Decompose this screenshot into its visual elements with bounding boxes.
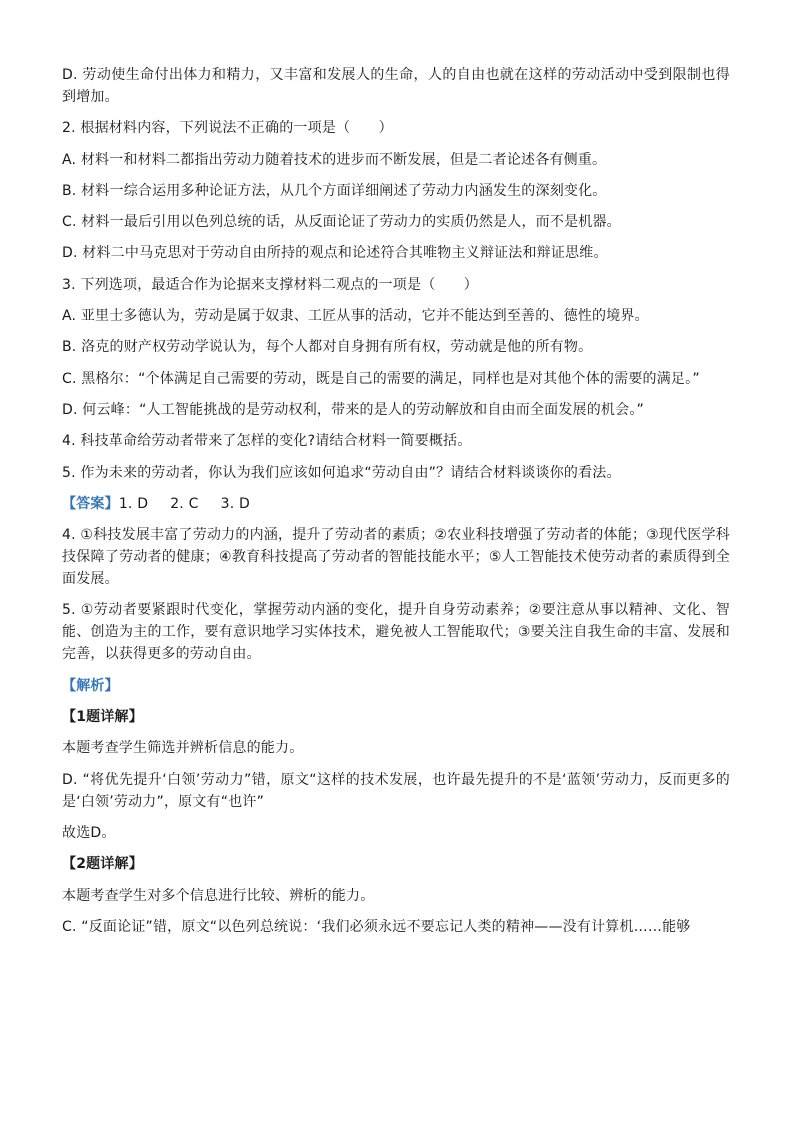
q1-detail-text: D. “将优先提升‘白领’劳动力”错，原文“这样的技术发展，也许最先提升的不是‘蓝领’劳动力，反而更多的是‘白领’劳动力”，原文有“也许” [62,771,730,810]
answer-line [62,493,730,515]
q5-stem: 5. 作为未来的劳动者，你认为我们应该如何追求“劳动自由”？请结合材料谈谈你的看法。 [62,464,621,481]
answer-label: 【答案】 [62,495,119,512]
q2-option-a: A. 材料一和材料二都指出劳动力随着技术的进步而不断发展，但是二者论述各有侧重。 [62,151,607,168]
q2-stem: 2. 根据材料内容，下列说法不正确的一项是（ ） [62,120,393,137]
q1-option-d: D. 劳动使生命付出体力和精力，又丰富和发展人的生命，人的自由也就在这样的劳动活动中受到限制也得到增加。 [62,67,730,105]
q1-detail-heading: 【1题详解】 [62,709,143,726]
q4-stem: 4. 科技革命给劳动者带来了怎样的变化?请结合材料一简要概括。 [62,433,472,450]
q3-option-d: D. 何云峰：“人工智能挑战的是劳动权利，带来的是人的劳动解放和自由而全面发展的机会。” [62,401,644,418]
q3-option-b: B. 洛克的财产权劳动学说认为，每个人都对自身拥有所有权，劳动就是他的所有物。 [62,339,593,356]
answer-item-3: 3. D [220,495,250,512]
q3-stem: 3. 下列选项，最适合作为论据来支撑材料二观点的一项是（ ） [62,276,479,293]
q2-detail-intro: 本题考查学生对多个信息进行比较、辨析的能力。 [62,887,375,904]
answer-5: 5. ①劳动者要紧跟时代变化，掌握劳动内涵的变化，提升自身劳动素养；②要注意从事以精神、文化、智能、创造为主的工作，要有意识地学习实体技术，避免被人工智能取代；③要关注自我生命的丰富、发展和完善，以获得更多的劳动自由。 [62,602,730,663]
q2-option-d: D. 材料二中马克思对于劳动自由所持的观点和论述符合其唯物主义辩证法和辩证思维。 [62,245,608,262]
answer-item-2: 2. C [170,495,199,512]
q3-option-c: C. 黑格尔：“个体满足自己需要的劳动，既是自己的需要的满足，同样也是对其他个体的需要的满足。” [62,370,700,387]
document-page [62,64,730,947]
q1-detail-conclusion: 故选D。 [62,824,116,841]
q2-detail-text: C. “反面论证”错，原文“以色列总统说：‘我们必须永远不要忘记人类的精神——没有计算机……能够 [62,918,691,935]
answer-item-1: 1. D [118,495,149,512]
q2-detail-heading: 【2题详解】 [62,856,143,873]
analysis-label: 【解析】 [62,677,119,694]
q2-option-c: C. 材料一最后引用以色列总统的话，从反面论证了劳动力的实质仍然是人，而不是机器。 [62,214,621,231]
answer-4: 4. ①科技发展丰富了劳动力的内涵，提升了劳动者的素质；②农业科技增强了劳动者的体能；③现代医学科技保障了劳动者的健康；④教育科技提高了劳动者的智能技能水平；⑤人工智能技术使劳动者的素质得到全面发展。 [62,527,730,588]
q3-option-a: A. 亚里士多德认为，劳动是属于奴隶、工匠从事的活动，它并不能达到至善的、德性的境界。 [62,308,649,325]
q1-detail-intro: 本题考查学生筛选并辨析信息的能力。 [62,740,304,757]
q2-option-b: B. 材料一综合运用多种论证方法，从几个方面详细阐述了劳动力内涵发生的深刻变化。 [62,182,607,199]
